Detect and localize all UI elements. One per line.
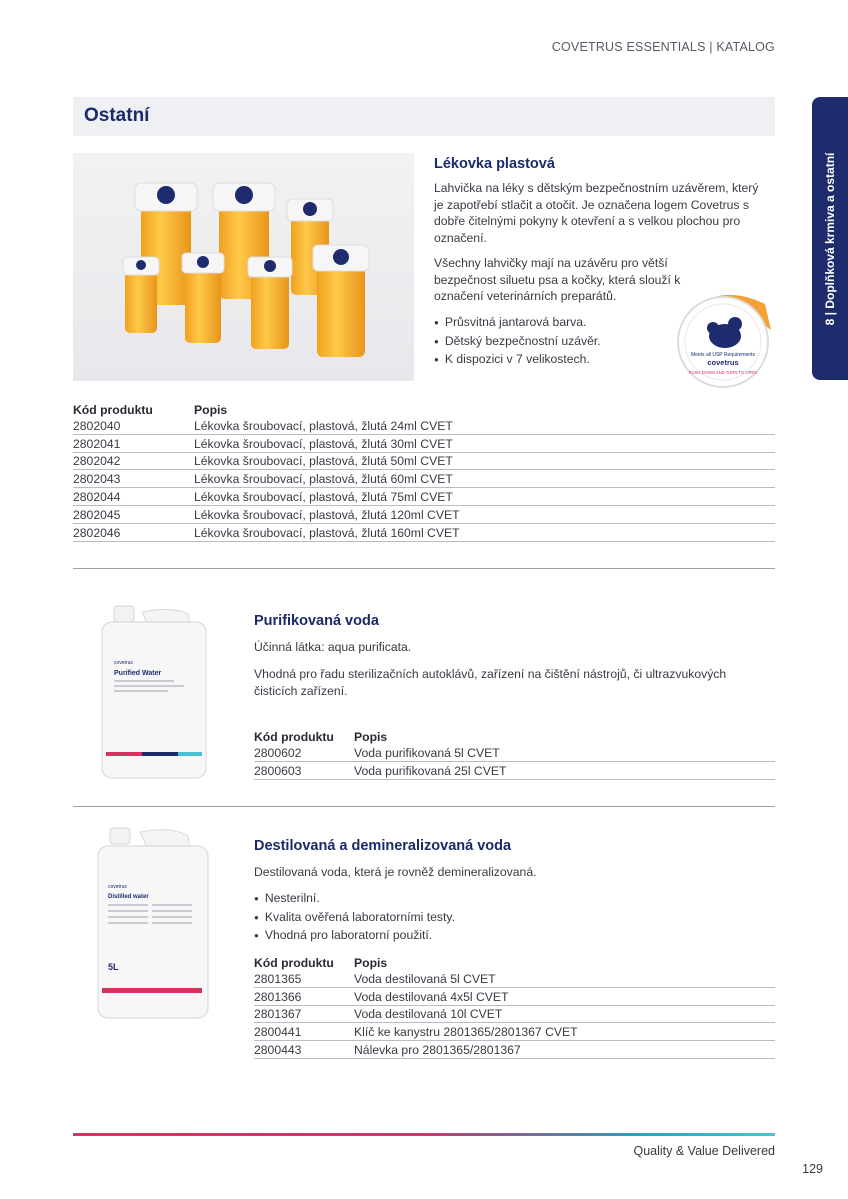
footer-tagline: Quality & Value Delivered [633,1144,775,1158]
page-number: 129 [802,1162,823,1176]
section-title: Ostatní [84,105,150,126]
footer-gradient-line [73,1133,775,1136]
product-code-table [254,727,775,780]
column-header-description: Popis [354,956,388,970]
product-description-cell: Nálevka pro 2801365/2801367 [354,1041,775,1059]
table-row [254,1023,775,1041]
cap-usp-text: Meets all USP Requirements [690,352,756,358]
purified-water-canister-photo [92,604,212,782]
canister-volume: 5L [108,962,119,972]
table-row [254,761,775,779]
column-header-description: Popis [354,730,388,744]
product-description-cell: Lékovka šroubovací, plastová, žlutá 60ml CVET [194,470,775,488]
product-code: 2802044 [73,488,194,506]
distilled-water-canister-photo [92,826,212,1021]
table-row [254,744,775,761]
dog-cat-cap-icon [673,290,775,390]
canister-brand-text: covetrus [108,884,127,890]
product-title-purified-water: Purifikovaná voda [254,613,379,629]
product-code: 2802046 [73,523,194,541]
product-code: 2800441 [254,1023,354,1041]
table-row [73,470,775,488]
column-header-code: Kód produktu [73,403,153,417]
product-description-cell: Lékovka šroubovací, plastová, žlutá 50ml CVET [194,452,775,470]
table-row [73,488,775,506]
catalog-header: COVETRUS ESSENTIALS | KATALOG [551,40,775,54]
feature-list [254,890,455,946]
product-description-cell: Klíč ke kanystru 2801365/2801367 CVET [354,1023,775,1041]
product-code: 2801367 [254,1005,354,1023]
chapter-side-tab[interactable] [812,97,848,380]
product-code: 2800603 [254,761,354,779]
column-header-code: Kód produktu [254,956,334,970]
feature-item: ● K dispozici v 7 velikostech. [434,351,601,370]
feature-item: ● Vhodná pro laboratorní použití. [254,927,455,946]
table-row [73,452,775,470]
section-divider [73,568,775,569]
product-code: 2802042 [73,452,194,470]
product-code: 2801365 [254,970,354,987]
table-row [73,434,775,452]
canister-brand-text: covetrus [114,660,133,666]
product-description: Destilovaná voda, která je rovněž demineralizovaná. [254,865,537,879]
canister-product-name: Purified Water [114,670,162,677]
product-code: 2802040 [73,417,194,434]
product-description-cell: Voda destilovaná 4x5l CVET [354,987,775,1005]
product-description-cell: Lékovka šroubovací, plastová, žlutá 24ml CVET [194,417,775,434]
product-description: Lahvička na léky s dětským bezpečnostním uzávěrem, který je zapotřebí stlačit a otočit. Je označena logem Covetrus s dobře čitelnými pokyny k otevření a s velkou plochou pro označení. [434,181,759,245]
feature-list [434,314,601,370]
product-description-cell: Lékovka šroubovací, plastová, žlutá 75ml CVET [194,488,775,506]
product-active-substance: Účinná látka: aqua purificata. [254,640,412,654]
product-description-cell: Voda destilovaná 10l CVET [354,1005,775,1023]
product-title-pill-bottle: Lékovka plastová [434,156,555,172]
product-code: 2800602 [254,744,354,761]
canister-illustration [92,604,212,782]
product-description: Vhodná pro řadu sterilizačních autoklávů, zařízení na čištění nástrojů, či ultrazvukových čisticích zařízení. [254,667,727,698]
feature-item: ● Dětský bezpečnostní uzávěr. [434,333,601,352]
chapter-side-tab-label: 8 | Doplňková krmiva a ostatní [823,152,837,325]
product-description-cell: Lékovka šroubovací, plastová, žlutá 120ml CVET [194,505,775,523]
product-code: 2802041 [73,434,194,452]
table-row [254,1041,775,1059]
section-title-bar [73,97,775,136]
product-code: 2802043 [73,470,194,488]
cap-instruction-text: PUSH DOWN AND TURN TO OPEN [688,370,758,375]
product-code: 2801366 [254,987,354,1005]
table-row [73,505,775,523]
product-description-cell: Voda purifikovaná 5l CVET [354,744,775,761]
table-row [73,417,775,434]
section-divider [73,806,775,807]
canister-product-name: Distilled water [108,894,149,900]
cap-brand-text: covetrus [707,358,739,367]
feature-item: ● Nesterilní. [254,890,455,909]
feature-item: ● Průsvitná jantarová barva. [434,314,601,333]
product-description-cell: Lékovka šroubovací, plastová, žlutá 30ml CVET [194,434,775,452]
product-description-cell: Lékovka šroubovací, plastová, žlutá 160ml CVET [194,523,775,541]
product-code-table [73,400,775,542]
column-header-description: Popis [194,403,228,417]
product-code-table [254,953,775,1059]
bottle-cap-badge [673,290,775,390]
feature-item: ● Kvalita ověřená laboratorními testy. [254,909,455,928]
table-row [254,970,775,987]
column-header-code: Kód produktu [254,730,334,744]
canister-illustration [92,826,212,1021]
product-code: 2802045 [73,505,194,523]
table-row [254,987,775,1005]
product-description-cell: Voda destilovaná 5l CVET [354,970,775,987]
pill-bottles-illustration [73,153,414,381]
product-code: 2800443 [254,1041,354,1059]
product-description-cell: Voda purifikovaná 25l CVET [354,761,775,779]
product-description-2: Všechny lahvičky mají na uzávěru pro větší bezpečnost siluetu psa a kočky, která slouží k označení veterinárních preparátů. [434,256,681,303]
table-row [73,523,775,541]
pill-bottles-photo [73,153,414,381]
table-row [254,1005,775,1023]
product-title-distilled-water: Destilovaná a demineralizovaná voda [254,838,512,854]
